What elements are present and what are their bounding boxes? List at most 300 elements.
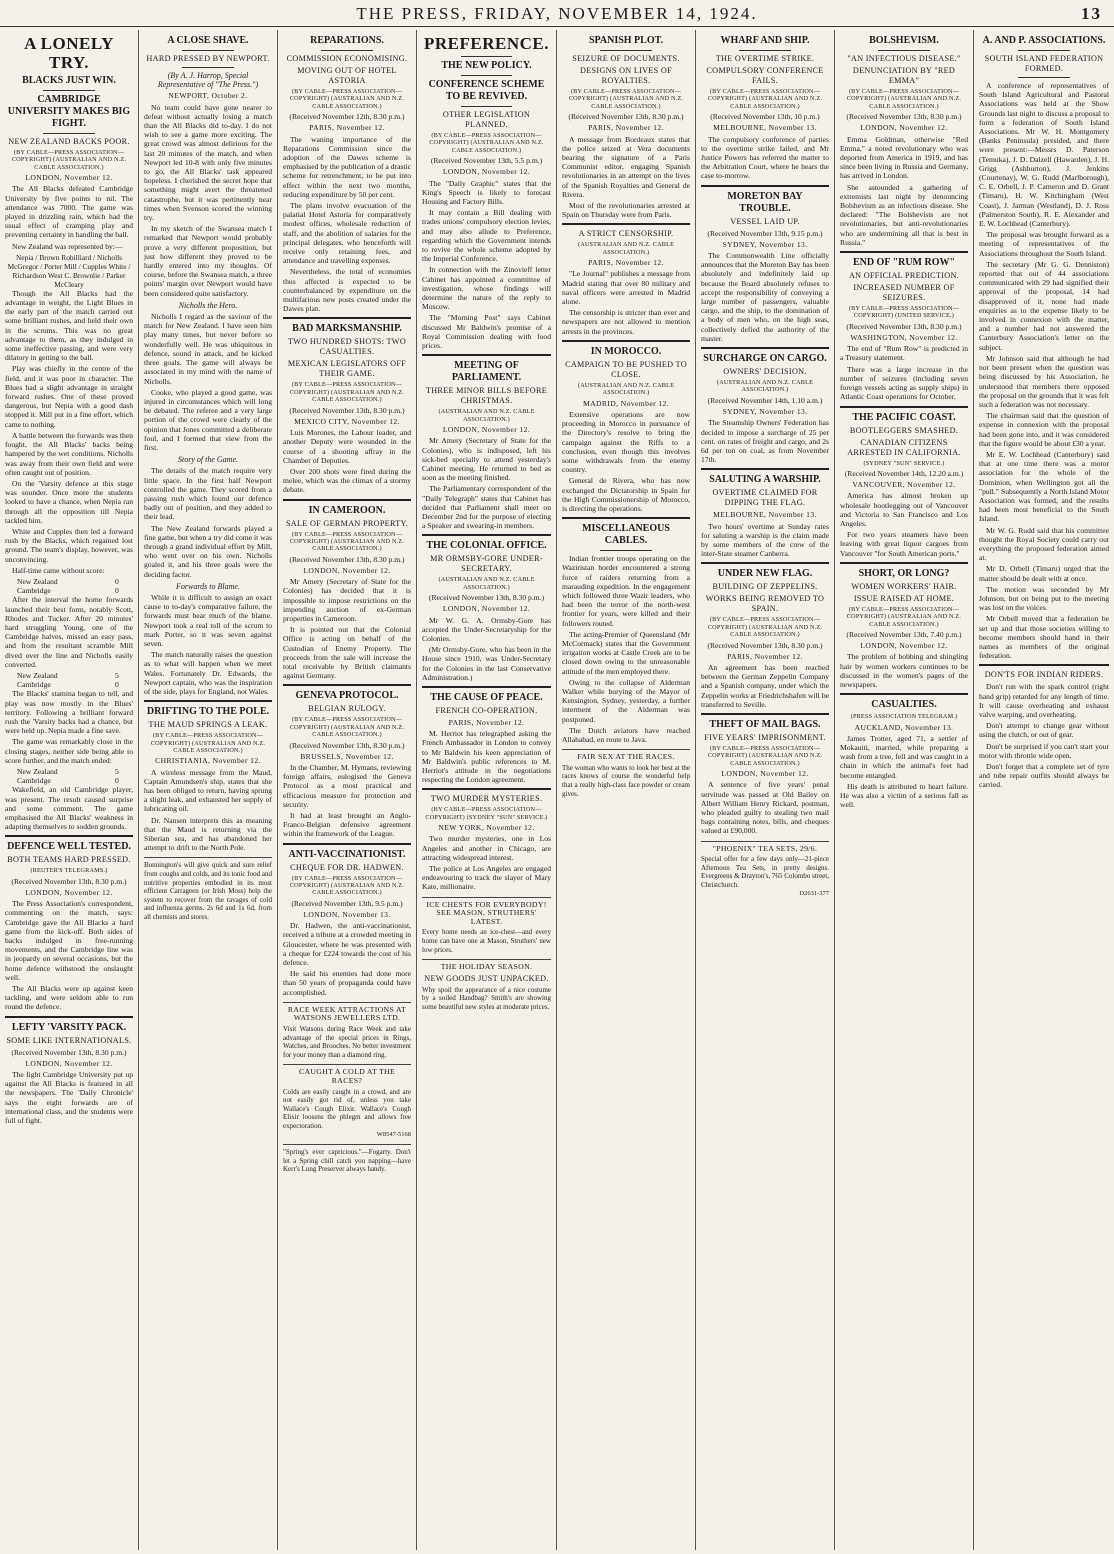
headline-drifting-pole: DRIFTING TO THE POLE.: [146, 706, 270, 718]
wire-credit: (BY CABLE—PRESS ASSOCIATION—COPYRIGHT) (UNITED SERVICE.): [848, 305, 960, 320]
score-line: New Zealand 5: [17, 767, 119, 776]
ad-text: Every home needs an ice-chest—and every home can have one at Mason, Struthers' new low prices.: [422, 928, 551, 954]
divider: [600, 50, 651, 51]
paragraph: The Press Association's correspondent, commenting on the match, says: Cambridge gave the All Blacks a hard game from the kick-off. Both sides of backs indulged in free-running movements, and the Cambridge line was in jeopardy on several occasions, but the home defence withstood the onslaught well.: [5, 899, 133, 982]
wire-credit: (BY CABLE—PRESS ASSOCIATION—COPYRIGHT) (AUSTRALIAN AND N.Z. CABLE ASSOCIATION.): [11, 149, 127, 171]
dateline-place: LONDON, November 12.: [25, 1058, 113, 1068]
column-1: [0, 30, 139, 1550]
divider: [182, 67, 233, 68]
section-divider: [562, 340, 690, 342]
paragraph: Mr D. Orbell (Timaru) urged that the matter should be dealt with at once.: [979, 564, 1109, 583]
headline-colonial-office: THE COLONIAL OFFICE.: [426, 540, 547, 552]
column-3: [278, 30, 417, 1550]
section-divider: [422, 686, 551, 688]
paragraph: He said his enemies had done more than 50 years of propaganda could have accomplished.: [283, 969, 411, 997]
paragraph: After the interval the home forwards launched their best form, notably Scott, Rhodes and Tucker. After 20 minutes' hard struggling Young, one of the Cambridge halves, missed an easy pass, and from the resultant scramble Mill dived over the line and Nicholls easily converted.: [5, 595, 133, 669]
column-4: [417, 30, 557, 1550]
paragraph: The chairman said that the question of expense in connexion with the proposal had been gone into, and it was considered that the figure would be about £30 a year.: [979, 411, 1109, 448]
headline-murder: TWO MURDER MYSTERIES.: [430, 794, 543, 804]
dateline-place: PARIS, November 12.: [309, 123, 385, 133]
headline-parliament: MEETING OF PARLIAMENT.: [451, 360, 522, 384]
received-date: (Received November 13th, 8.30 p.m.): [846, 321, 962, 331]
page-number: 13: [1081, 4, 1102, 23]
wire-credit: (BY CABLE—PRESS ASSOCIATION—COPYRIGHT) (AUSTRALIAN AND N.Z. CABLE ASSOCIATION.): [289, 381, 405, 404]
paragraph: A conference of representatives of South Island Agricultural and Pastoral Associations was held at the Show Grounds last night to discuss a proposal to form a federation of South Island Associations. Mr W. H. Montgomery (Banks Peninsula) presided, and there were present:—Messrs D. Paterson (Temuka), J. D. Dalzell (Hawarden), J. H. Grigg (Ashburton), J. Jenkins (Courtenay), W. G. Rudd (Marlborough), C. E. Orbell, J. P. Cameron and D. Grant (Timaru), H. W. Kitchingham (West Coast), J. Jarman (Westland), D. J. Ross (Palmerston South), R. E. Alexander and E. W. Lochhead (Canterbury).: [979, 81, 1109, 229]
received-date: (Received November 13th, 8.30 p.m.): [11, 1047, 127, 1057]
headline-a-and-p: A. AND P. ASSOCIATIONS.: [982, 35, 1106, 46]
paragraph: The "Morning Post" says Cabinet discussed Mr Baldwin's promise of a Royal Commission dealing with food prices.: [422, 313, 551, 351]
subheading: Story of the Game.: [178, 455, 238, 465]
paragraph: It is pointed out that the Colonial Office is acting on behalf of the Custodian of Enemy Property. The proceeds from the sale will increase the total receivable by British claimants against Germany.: [283, 625, 411, 681]
section-divider: [422, 788, 551, 790]
headline-surcharge: SURCHARGE ON CARGO.: [703, 353, 827, 365]
dateline-place: NEW YORK, November 12.: [438, 823, 535, 833]
paragraph: A wireless message from the Maud, Captain Amundsen's ship, states that she has been obliged to return, having sprung a slight leak, and exhausted her supply of lubricating oil.: [144, 767, 272, 814]
wire-credit: (BY CABLE—PRESS ASSOCIATION—COPYRIGHT) (AUSTRALIAN AND N.Z. CABLE ASSOCIATION.): [429, 132, 544, 154]
dateline-place: MELBOURNE, November 13.: [713, 123, 817, 133]
wire-credit: (PRESS ASSOCIATION TELEGRAM.): [850, 713, 958, 721]
wire-credit: (BY CABLE—PRESS ASSOCIATION—COPYRIGHT) (AUSTRALIAN AND N.Z. CABLE ASSOCIATION.): [289, 716, 405, 739]
paragraph: White and Cupples then led a forward rush by the Blacks, which regained lost ground. The team's display, however, was unconvincing.: [5, 526, 133, 564]
paragraph: James Trotter, aged 71, a settler of Mokauiti, married, while preparing a wash from a tree, fell and was caught in a chain in which the animal's feet had become entangled.: [840, 733, 968, 780]
received-date: (Received November 13th, 8.30 p.m.): [289, 740, 405, 750]
wire-credit: (AUSTRALIAN AND N.Z. CABLE ASSOCIATION.): [438, 576, 535, 591]
column-2: [139, 30, 278, 1550]
paragraph: Don't attempt to change gear without using the clutch, or out of gear.: [979, 721, 1109, 740]
headline-varsity-pack: LEFTY 'VARSITY PACK.: [11, 1021, 127, 1033]
received-date: (Received November 13th, 9.5 p.m.): [291, 898, 403, 908]
wire-credit: (REUTER'S TELEGRAMS.): [30, 867, 108, 875]
paragraph: The Dutch aviators have reached Allahabad, en route to Java.: [562, 725, 690, 744]
headline-preference: PREFERENCE.: [424, 34, 549, 53]
section-divider: [701, 347, 829, 349]
headline-indian-riders: DON'TS FOR INDIAN RIDERS.: [984, 670, 1104, 680]
section-divider: [701, 468, 829, 470]
advertisement: [144, 857, 272, 921]
wire-credit: (BY CABLE—PRESS ASSOCIATION—COPYRIGHT) (AUSTRALIAN AND N.Z. CABLE ASSOCIATION.): [568, 88, 684, 110]
columns: [0, 30, 1114, 1550]
column-5: [557, 30, 696, 1550]
dateline-place: CHRISTIANIA, November 12.: [155, 756, 261, 766]
section-divider: [562, 517, 690, 519]
ad-text: "Spring's ever capricious."—Fogarty. Don't let a Spring chill catch you napping—have Kerr's Lung Preserver always handy.: [283, 1148, 411, 1174]
dateline-place: LONDON, November 12.: [303, 565, 391, 575]
paragraph: The Blacks' stamina began to tell, and play was now mostly in the Blues' territory. Following a brilliant forward rush the 'Varsity backs had a chance, but were held up. Nepia made a fine save.: [5, 689, 133, 736]
headline-wharf-ship: WHARF AND SHIP.: [720, 35, 810, 46]
headline-marksmanship: BAD MARKSMANSHIP.: [292, 323, 402, 335]
deck: MEXICAN LEGISLATORS OFF THEIR GAME.: [287, 359, 407, 379]
paragraph: The secretary (Mr G. G. Denniston) reported that out of 44 associations communicated with 29 had signified their approval of the proposal, 14 had disapproved of it, none had made enquiries as to the expense likely to be involved in connexion with the matter, and a number had not answered the Canterbury Association's letter on the subject.: [979, 259, 1109, 352]
section-divider: [840, 251, 968, 253]
ad-text: Visit Watsons during Race Week and take advantage of the special prices in Rings, Watches, and Brooches. No better investment for your money than a diamond ring.: [283, 1025, 411, 1059]
paragraph: America has almost broken up wholesale bootlegging out of Vancouver and Victoria to San Francisco and Los Angeles.: [840, 491, 968, 528]
deck: BUILDING OF ZEPPELINS.: [712, 582, 818, 592]
received-date: (Received November 13th, 9.15 p.m.): [707, 228, 823, 238]
dateline-place: SYDNEY, November 13.: [722, 407, 808, 417]
paragraph: The censorship is stricter than ever and newspapers are not allowed to mention arrests in the provinces.: [562, 308, 690, 336]
section-divider: [840, 406, 968, 408]
dateline-place: LONDON, November 12.: [721, 769, 809, 779]
dateline-place: BRUSSELS, November 12.: [300, 751, 394, 761]
wire-credit: (BY CABLE—PRESS ASSOCIATION—COPYRIGHT) (AUSTRALIAN AND N.Z. CABLE ASSOCIATION.): [846, 605, 962, 628]
advertisement: [283, 1002, 411, 1060]
deck: BELGIAN RULOGY.: [308, 704, 386, 714]
paragraph: A message from Bordeaux states that the police seized at Vera documents bearing the signature of a Paris Communist editor, engaging Spanish revolutionaries in an attempt on the lives of the Spanish Royalties and General de Rivera.: [562, 134, 690, 199]
received-date: (Received November 13th, 8.30 p.m.): [289, 405, 405, 415]
wire-credit: (AUSTRALIAN AND N.Z. CABLE ASSOCIATION.): [716, 379, 814, 394]
section-divider: [701, 713, 829, 715]
paragraph: The "Daily Graphic" states that the King's Speech is likely to forecast Housing and Factory Bills.: [422, 178, 551, 207]
received-date: (Received November 13th, 5.5 p.m.): [430, 156, 543, 166]
deck: "AN INFECTIOUS DISEASE.": [847, 54, 961, 63]
paragraph: Play was chiefly in the centre of the field, and it was poor in character. The Blues had a slight advantage in straight forward rushes. One of these proved dangerous, but Nepia with a good dash stopped it. Mill put in a fine effort, which came to nothing.: [5, 364, 133, 429]
paragraph: The details of the match require very little space. In the first half Newport controlled the game. They scored from a passing rush which found our defence badly out of position, and they added to their lead.: [144, 466, 272, 522]
divider: [878, 50, 929, 51]
team-list: Nepia / Brown Robilliard / Nicholls McGregor / Porter Mill / Cupples White / Richardson West C. Brownlie / Parker McCleary: [7, 252, 131, 289]
paragraph: Two murder mysteries, one in Los Angeles and another in Chicago, are attracting widespread interest.: [422, 834, 551, 862]
received-date: (Received November 12th, 8.30 p.m.): [289, 112, 405, 122]
paragraph: She astounded a gathering of extremists last night by denouncing Bolshevism as an infectious disease. She declared: "The Bolshevists are not revolutionaries, but anti-revolutionaries who are undermining all that is best in Russia.": [840, 182, 968, 247]
deck: CONFERENCE SCHEME TO BE REVIVED.: [428, 79, 545, 102]
deck: HARD PRESSED BY NEWPORT.: [146, 54, 270, 63]
divider: [461, 75, 513, 76]
dateline-place: LONDON, November 12.: [860, 123, 948, 133]
divider: [739, 50, 790, 51]
dateline-place: PARIS, November 12.: [588, 123, 664, 133]
dateline-place: PARIS, November 12.: [448, 717, 525, 727]
deck: DESIGNS ON LIVES OF ROYALTIES.: [580, 66, 672, 85]
headline-morocco: IN MOROCCO.: [590, 345, 662, 357]
deck: SALE OF GERMAN PROPERTY.: [285, 518, 409, 528]
divider: [461, 56, 513, 57]
headline-geneva: GENEVA PROTOCOL.: [295, 690, 399, 702]
paragraph: Mr Johnson said that although he had not been present when the question was being discussed by his Association, he understood that members there opposed the proposal on the grounds that it was felt such a federation was not necessary.: [979, 353, 1109, 409]
paragraph: General de Rivera, who has now exchanged the Dictatorship in Spain for the High Commissionership of Morocco, is directing the operations.: [562, 476, 690, 513]
headline-spanish-plot: SPANISH PLOT.: [588, 35, 664, 46]
dateline-place: MEXICO CITY, November 12.: [294, 416, 400, 426]
paragraph: His death is attributed to heart failure. He was also a victim of a serious fall as well.: [840, 781, 968, 810]
ad-title: CAUGHT A COLD AT THE RACES?: [298, 1067, 396, 1086]
paragraph: "Le Journal" publishes a message from Madrid stating that over 80 military and naval officers were arrested in Madrid alone.: [562, 269, 690, 307]
wire-credit: (BY CABLE—PRESS ASSOCIATION—COPYRIGHT) (AUSTRALIAN AND N.Z. CABLE ASSOCIATION.): [150, 732, 266, 755]
wire-credit: (BY CABLE—PRESS ASSOCIATION—COPYRIGHT) (AUSTRALIAN AND N.Z. CABLE ASSOCIATION.): [707, 616, 823, 639]
deck: OWNERS' DECISION.: [723, 367, 807, 377]
masthead: [0, 0, 1114, 27]
headline-cameroon: IN CAMEROON.: [308, 504, 386, 516]
wire-credit: (BY CABLE—PRESS ASSOCIATION—COPYRIGHT) (AUSTRALIAN AND N.Z. CABLE ASSOCIATION.): [707, 88, 823, 110]
paragraph: Luis Morones, the Labour leader, and another Deputy were wounded in the course of a shooting affray in the Chamber of Deputies.: [283, 428, 411, 465]
paragraph: Dr. Hadwen, the anti-vaccinationist, received a tribute at a crowded meeting in Gloucester, where he was presented with a cheque for £224 towards the cost of his defence.: [283, 921, 411, 968]
ad-text: Why spoil the appearance of a nice costume by a soiled Handbag? Smith's are showing some beautiful new styles at moderate prices.: [422, 985, 551, 1011]
headline-close-shave: A CLOSE SHAVE.: [167, 35, 249, 46]
received-date: (Received November 14th, 12.20 a.m.): [844, 468, 964, 478]
ad-title: "PHOENIX" TEA SETS, 29/6.: [712, 843, 818, 853]
dateline-place: SYDNEY, November 13.: [722, 239, 808, 249]
section-divider: [5, 1016, 133, 1018]
headline-censorship: A STRICT CENSORSHIP.: [578, 229, 674, 239]
paragraph: An agreement has been reached between the German Zeppelin Company and a Spanish company, under which the Zeppelin works at Friedrichshafen will be transferred to Seville.: [701, 662, 829, 709]
paragraph: A battle between the forwards was then fought, the All Blacks' backs being hampered by the wet conditions. Nicholls was away from their own field and were often caught out of position.: [5, 430, 133, 477]
paragraph: The motion was seconded by Mr Johnson, but on being put to the meeting was lost on the voices.: [979, 584, 1109, 613]
dateline-place: LONDON, November 12.: [442, 425, 531, 435]
deck: MR ORMSBY-GORE UNDER-SECRETARY.: [430, 554, 543, 574]
paragraph: For two years steamers have been leaving with great liquor cargoes from Vancouver "for South American ports.": [840, 530, 968, 558]
paragraph: Mr W. G. A. Ormsby-Gore has accepted the Under-Secretaryship for the Colonies.: [422, 615, 551, 643]
paragraph: Don't run with the spark control (right hand grip) retarded for any length of time. It will cause overheating and exhaust valve warping, and overheating.: [979, 682, 1109, 719]
paragraph: Mr W. G. Rudd said that his committee thought the Royal Society could carry out everything the proposed federation aimed at.: [979, 525, 1109, 563]
deck: NEW ZEALAND BACKS POOR.: [8, 137, 130, 146]
deck: DENUNCIATION BY "RED EMMA": [852, 66, 956, 85]
deck: SEIZURE OF DOCUMENTS.: [572, 54, 680, 63]
section-divider: [283, 499, 411, 501]
dateline-place: LONDON, November 12.: [442, 167, 531, 177]
paragraph: Two hours' overtime at Sunday rates for saluting a warship is the claim made by some members of the crew of the inter-State steamer Canberra.: [701, 521, 829, 559]
received-date: (Received November 13th, 8.30 p.m.): [428, 593, 545, 603]
paragraph: The game was remarkably close in the closing stages, neither side being able to score further, and the match ended:: [5, 737, 133, 765]
paragraph: The compulsory conference of parties to the overtime strike failed, and Mr Justice Powers has referred the matter to the Arbitration Court, where he hears the case to-morrow.: [701, 134, 829, 181]
ad-text: Special offer for a few days only—21-piece Afternoon Tea Sets, in pretty designs. Evergreens & Drayton's, 765 Colombo street, Christchurch.: [701, 855, 829, 889]
dateline-place: AUCKLAND, November 13.: [854, 722, 954, 732]
headline-peace: THE CAUSE OF PEACE.: [430, 691, 543, 703]
wire-credit: (AUSTRALIAN AND N.Z. CABLE ASSOCIATION.): [577, 381, 675, 397]
paragraph: Don't forget that a complete set of tyre and tube repair outfits should always be carried.: [979, 762, 1109, 790]
paragraph: Dr. Nansen interprets this as meaning that the Maud is returning via the Siberian sea, and has abandoned her attempt to drift to the North Pole.: [144, 815, 272, 853]
wire-credit: (AUSTRALIAN AND N.Z. CABLE ASSOCIATION.): [577, 241, 675, 256]
headline-mail-bags: THEFT OF MAIL BAGS.: [709, 718, 821, 730]
paragraph: Mr Orbell moved that a federation be set up and that those societies willing to become members should hand in their names as members of the original federation.: [979, 614, 1109, 661]
score-line: New Zealand 5: [17, 670, 119, 680]
section-divider: [422, 354, 551, 356]
deck: BOTH TEAMS HARD PRESSED.: [7, 855, 131, 865]
dateline-place: NEWPORT, October 2.: [168, 91, 248, 101]
advertisement: [422, 897, 551, 955]
paragraph: Nicholls I regard as the saviour of the match for New Zealand. I have seen him play many times, but never before so wonderfully well. He was ubiquitous in defence, sound in attack, and he kicked three goals. The game will always be associated in my mind with the name of Nicholls.: [144, 312, 272, 386]
paragraph: In my sketch of the Swansea match I remarked that Newport would probably prove a very different proposition, but just how different they proved to be hardly entered into my thoughts. Of course, before the Swansea match, a three points' margin over Newport would have been considered quite satisfactory.: [144, 224, 272, 298]
paragraph: Mr Amery (Secretary of State for the Colonies) has decided that it is impossible to impose restrictions on the impending auction of ex-German properties in Cameroon.: [283, 577, 411, 623]
paragraph: It may contain a Bill dealing with trades unions' compulsory election levies, and may also allude to Preference, regarding which the Government intends to revive the whole scheme adopted by the Imperial Conference.: [422, 208, 551, 264]
section-divider: [701, 562, 829, 564]
paragraph: (Mr Ormsby-Gore, who has been in the House since 1910, was Under-Secretary for the Colonies in the last Conservative Administration.): [422, 645, 551, 682]
divider: [321, 50, 372, 51]
divider: [182, 50, 233, 51]
deck: OVERTIME CLAIMED FOR DIPPING THE FLAG.: [712, 488, 818, 508]
section-divider: [283, 684, 411, 686]
wire-credit: (BY CABLE—PRESS ASSOCIATION—COPYRIGHT) (SYDNEY "SUN" SERVICE.): [425, 806, 548, 821]
paragraph: The proposal was brought forward as a meeting of representatives of the Associations throughout the South Island.: [979, 230, 1109, 258]
deck: ISSUE RAISED AT HOME.: [853, 593, 955, 603]
paragraph: The All Blacks were up against keen tackling, and were seldom able to run round the defence.: [5, 984, 133, 1012]
section-divider: [422, 534, 551, 536]
byline: (By A. J. Harrop, Special Representative of "The Press."): [157, 71, 259, 90]
paragraph: Cooke, who played a good game, was injured in circumstances which will long be debated. The referee and a very large portion of the crowd were clearly of the opinion that Jones committed a deliberate foul, and I formed that view from the first.: [144, 387, 272, 452]
paragraph: A sentence of five years' penal servitude was passed at Old Bailey on Albert William Henry Rickard, postman, who pleaded guilty to stealing two mail bags containing notes, bills, and cheques valued at £90,000.: [701, 780, 829, 836]
deck: MOVING OUT OF HOTEL ASTORIA: [297, 66, 397, 85]
headline-pacific-coast: THE PACIFIC COAST.: [852, 411, 956, 423]
ad-text: Colds are easily caught in a crowd, and are not easily got rid of, unless you take Wallace's Cough Elixir. Wallace's Cough Elixir loosens the phlegm and allows free expectoration.: [283, 1087, 411, 1131]
paragraph: Don't be surprised if you can't start your motor with throttle wide open.: [979, 741, 1109, 760]
wire-credit: (AUSTRALIAN AND N.Z. CABLE ASSOCIATION.): [438, 408, 535, 423]
divider: [43, 133, 94, 134]
paragraph: Wakefield, an old Cambridge player, was present. The result caused surprise and some comment. The game emphasised the All Blacks' weakness in adapting themselves to sodden grounds.: [5, 785, 133, 832]
dateline-place: LONDON, November 12.: [25, 888, 113, 898]
paragraph: Though the All Blacks had the advantage in weight, the Light Blues in the early part of the match carried out some brilliant rushes, and held their own in the scrums. This was no great advantage to them, as they indulged in some ineffective passing, and were very dilatory in getting to the ball.: [5, 288, 133, 363]
deck: THREE MINOR BILLS BEFORE CHRISTMAS.: [425, 386, 548, 406]
deck: BOOTLEGGERS SMASHED.: [849, 425, 959, 435]
divider: [461, 106, 513, 107]
paragraph: The police at Los Angeles are engaged endeavouring to track the slayer of Mary Kate, millionaire.: [422, 864, 551, 892]
paragraph: The Steamship Owners' Federation has decided to impose a surcharge of 25 per cent. on rates of freight and cargo, and 2s 6d per ton on coal, as from November 17th.: [701, 418, 829, 465]
section-divider: [144, 700, 272, 702]
deck: SOME LIKE INTERNATIONALS.: [6, 1035, 132, 1045]
received-date: (Received November 13th, 8.30 p.m.): [289, 554, 405, 564]
section-divider: [283, 317, 411, 319]
advertisement: [562, 749, 690, 798]
headline-new-flag: UNDER NEW FLAG.: [717, 568, 813, 580]
wire-credit: (SYDNEY "SUN" SERVICE.): [863, 459, 945, 467]
ad-deck: NEW GOODS JUST UNPACKED.: [424, 973, 549, 983]
score-line: Cambridge 0: [17, 776, 119, 786]
dateline-place: LONDON, November 12.: [860, 641, 948, 651]
score-line: Cambridge 0: [17, 680, 119, 690]
paragraph: The end of "Rum Row" is predicted in a Treasury statement.: [840, 344, 968, 363]
received-date: (Received November 13th, 8.30 p.m.): [707, 640, 823, 650]
received-date: (Received November 13th, 8.30 p.m.): [846, 112, 962, 122]
section-divider: [979, 664, 1109, 666]
paragraph: It had at least brought an Anglo-Franco-Belgian defensive agreement within the framework of the League.: [283, 811, 411, 839]
paragraph: The match naturally raises the question as to what will happen when we meet Wales. Fortunately Dr. Edwards, the Newport captain, who was the inspiration of the side, plays for England, not Wales.: [144, 650, 272, 696]
paragraph: The Commonwealth Line officially announces that the Moreton Bay has been absolutely and indefinitely laid up because the Board absolutely refuses to accept the responsibility of conveying a large number of passengers, valuable cargo, and the ship, to the domination of a body of men who, on the high seas, collectively defied the authority of the master.: [701, 251, 829, 343]
subheading: Nicholls the Hero.: [178, 300, 238, 310]
paragraph: In connection with the Zinovieff letter Cabinet has appointed a committee of investigation, whose findings will determine the nature of the reply to Moscow.: [422, 265, 551, 312]
deck: CAMPAIGN TO BE PUSHED TO CLOSE.: [565, 359, 687, 379]
paragraph: There was a large increase in the number of seizures (including seven foreign vessels acting as supply ships) in Atlantic Coast operations for October.: [840, 364, 968, 402]
column-7: [835, 30, 974, 1550]
headline-warship: SALUTING A WARSHIP.: [709, 474, 821, 486]
dateline-place: MADRID, November 12.: [582, 398, 670, 408]
received-date: (Received November 13th, 10 p.m.): [710, 112, 820, 122]
advertisement: [422, 959, 551, 1011]
column-6: [696, 30, 835, 1550]
ad-code: D2631-377: [799, 889, 829, 897]
paragraph: M. Herriot has telegraphed asking the French Ambassador in London to convey to Mr Baldwin his keen appreciation of Mr Baldwin's public references to M. Herriot's attitude in the negotiations respecting the London agreement.: [422, 729, 551, 785]
advertisement: [283, 1144, 411, 1174]
headline-short-long: SHORT, OR LONG?: [858, 567, 950, 579]
subheading: Forwards to Blame.: [176, 581, 240, 591]
ad-title: THE HOLIDAY SEASON.: [440, 962, 533, 972]
deck: COMMISSION ECONOMISING.: [286, 54, 408, 63]
paragraph: The All Blacks defeated Cambridge University by five points to nil. The attendance was 7000. The game was played in drizzling rain, which had the usual effect of cramping play and preventing certainty in handling the ball.: [5, 184, 133, 240]
received-date: (Received November 13th, 8.30 p.m.): [11, 876, 127, 886]
deck: CHEQUE FOR DR. HADWEN.: [290, 862, 404, 872]
divider: [43, 90, 94, 91]
ad-title: FAIR SEX AT THE RACES.: [577, 752, 675, 762]
paragraph: No team could have gone nearer to defeat without actually losing a match than the All Blacks did to-day. I do not wish to see a game more exciting. The great crowd was almost delirious for the last 20 minutes of the match, and when Newport led 10-8 with only five minutes to go, the All Blacks' task appeared hopeless. I cherished the secret hope that something might avert the threatened catastrophe, but it was pertinently near times when Svenson scored the winning try.: [144, 102, 272, 223]
headline-rum-row: END OF "RUM ROW": [852, 257, 956, 269]
wire-credit: (BY CABLE—PRESS ASSOCIATION—COPYRIGHT) (AUSTRALIAN AND N.Z. CABLE ASSOCIATION.): [289, 88, 405, 110]
section-divider: [701, 185, 829, 187]
section-divider: [5, 835, 133, 837]
dateline-place: LONDON, November 12.: [25, 173, 113, 183]
divider: [1018, 77, 1070, 78]
received-date: (Received November 14th, 1.10 a.m.): [707, 395, 823, 405]
dateline-place: LONDON, November 12.: [442, 604, 531, 614]
section-divider: [840, 562, 968, 564]
paragraph: The New Zealand forwards played a fine game, but when a try did come it was through a grand individual effort by Mill, who went over on his own. Nicholls goaled it, and his three goals were the deciding factor.: [144, 523, 272, 579]
ad-code: W8547-5168: [376, 1130, 411, 1138]
section-divider: [562, 223, 690, 225]
wire-credit: (BY CABLE—PRESS ASSOCIATION—COPYRIGHT) (AUSTRALIAN AND N.Z. CABLE ASSOCIATION.): [846, 88, 962, 110]
received-date: (Received November 13th, 7.40 p.m.): [846, 629, 962, 639]
ad-text: The woman who wants to look her best at the races knows of course the wonderful help that a really high-class face powder or cream gives.: [562, 763, 690, 798]
dateline-place: PARIS, November 12.: [727, 651, 803, 661]
paragraph: Mr E. W. Lochhead (Canterbury) said that at one time there was a motor association for the whole of the Dominion, when Wellington got all the "pull." Subsequently a North Island Motor Association was formed, and the results had been most beneficial to the South Island.: [979, 449, 1109, 524]
paragraph: In the Chamber, M. Hymans, reviewing foreign affairs, eulogised the Geneva Protocol as a most practical and efficacious measure for protection and security.: [283, 763, 411, 809]
paragraph: Over 200 shots were fired during the melee, which was the climax of a stormy debate.: [283, 466, 411, 495]
score-line: Cambridge 0: [17, 586, 119, 596]
ad-title: ICE CHESTS FOR EVERYBODY! SEE MASON, STRUTHERS' LATEST.: [426, 899, 547, 926]
deck: WOMEN WORKERS' HAIR.: [851, 581, 957, 591]
received-date: (Received November 13th, 8.30 p.m.): [568, 112, 684, 122]
column-8: [974, 30, 1114, 1550]
dateline-place: MELBOURNE, November 13.: [713, 510, 817, 520]
deck: COMPULSORY CONFERENCE FAILS.: [706, 66, 824, 85]
deck: BLACKS JUST WIN.: [22, 75, 116, 86]
advertisement: [701, 841, 829, 899]
wire-credit: (BY CABLE—PRESS ASSOCIATION—COPYRIGHT) (AUSTRALIAN AND N.Z. CABLE ASSOCIATION.): [289, 874, 405, 897]
deck: AN OFFICIAL PREDICTION.: [848, 271, 960, 281]
paragraph: New Zealand was represented by:—: [12, 241, 123, 251]
headline-reparations: REPARATIONS.: [310, 35, 384, 46]
paragraph: The plans involve evacuation of the palatial Hotel Astoria for comparatively modest offices, wholesale reduction of staff, and the abolition of salaries for the principal delegates, who henceforth will receive only retaining fees, and attendance and travelling expenses.: [283, 201, 411, 266]
headline-moreton-bay: MORETON BAY TROUBLE.: [727, 190, 803, 214]
headline-misc-cables: MISCELLANEOUS CABLES.: [582, 523, 670, 547]
ad-text: Bonnington's will give quick and sure relief from coughs and colds, and its tonic food and nutritive properties embodied in its most efficient Carrageen (or Irish Moss) help the system to recover from the ravages of cold and influenza germs. 2s 6d and 1s 6d, from all chemists and stores.: [144, 861, 272, 922]
deck: SOUTH ISLAND FEDERATION FORMED.: [984, 54, 1104, 73]
deck: WORKS BEING REMOVED TO SPAIN.: [705, 594, 825, 614]
deck: THE OVERTIME STRIKE.: [715, 54, 815, 63]
paragraph: While it is difficult to assign an exact cause to to-day's comparative failure, the forwards must bear much of the blame. Newport took a real toll of the scrum to mark Porter, so it was seven against seven.: [144, 592, 272, 648]
wire-credit: (BY CABLE—PRESS ASSOCIATION—COPYRIGHT) (AUSTRALIAN AND N.Z. CABLE ASSOCIATION.): [707, 744, 823, 767]
deck: INCREASED NUMBER OF SEIZURES.: [853, 283, 955, 303]
deck: CANADIAN CITIZENS ARRESTED IN CALIFORNIA.: [847, 437, 961, 457]
paragraph: Extensive operations are now proceeding in Morocco in pursuance of the Directory's resolve to bring the campaign against the Riffs to a conclusion, even though this involves some withdrawals from the enemy country.: [562, 409, 690, 475]
advertisement: [283, 1064, 411, 1139]
paragraph: The Parliamentary correspondent of the "Daily Telegraph" states that Cabinet has decided that Parliament shall meet on December 2nd for the purpose of electing a Speaker and swearing-in members.: [422, 484, 551, 531]
deck: FIVE YEARS' IMPRISONMENT.: [704, 732, 826, 742]
paragraph: The waning importance of the Reparations Commission since the adoption of the Dawes scheme is emphasised by the publication of a drastic scheme for retrenchment, to be put into effect within the next two months, reducing expenditure by 50 per cent.: [283, 134, 411, 199]
deck: THE NEW POLICY.: [441, 60, 532, 71]
paragraph: On the 'Varsity defence at this stage was sounder. Once more the students looked to have a chance, when Nepia ran through all the opposition till Nepia tackled him.: [5, 478, 133, 525]
dateline-place: PARIS, November 12.: [588, 258, 664, 268]
deck: CAMBRIDGE UNIVERSITY MAKES BIG FIGHT.: [7, 94, 131, 129]
paragraph: The fight Cambridge University put up against the All Blacks is featured in all the newspapers. The 'Daily Chronicle' says the eight forwards are of international class, and the students were full of fight.: [5, 1070, 133, 1126]
deck: VESSEL LAID UP.: [730, 216, 800, 226]
divider: [1018, 50, 1070, 51]
paragraph: Indian frontier troops operating on the Waziristan border encountered a strong force of raiders returning from a marauding expedition. In the engagement which followed three Wazir leaders, who had been the terror of the north-west frontier for years, were killed and their followers routed.: [562, 554, 690, 628]
section-divider: [840, 693, 968, 695]
masthead-title: THE PRESS, FRIDAY, NOVEMBER 14, 1924.: [356, 4, 758, 23]
dateline-place: LONDON, November 13.: [303, 910, 391, 920]
deck: THE MAUD SPRINGS A LEAK.: [148, 720, 268, 730]
headline-anti-vaccination: ANTI-VACCINATIONIST.: [288, 848, 406, 860]
headline-bolshevism: BOLSHEVISM.: [869, 35, 939, 46]
headline-casualties: CASUALTIES.: [871, 699, 937, 711]
divider: [600, 550, 651, 551]
paragraph: The acting-Premier of Queensland (Mr McCormack) states that the Government irrigation works at Castle Creek are to be closed down owing to the unreasonable attitude of the men employed there.: [562, 629, 690, 676]
headline-defence: DEFENCE WELL TESTED.: [7, 841, 131, 853]
paragraph: Emma Goldman, otherwise "Red Emma," a noted revolutionary who was deported from America in 1919, and has since been living in Russia and Germany, has arrived in London.: [840, 134, 968, 181]
dateline-place: VANCOUVER, November 12.: [852, 480, 956, 490]
